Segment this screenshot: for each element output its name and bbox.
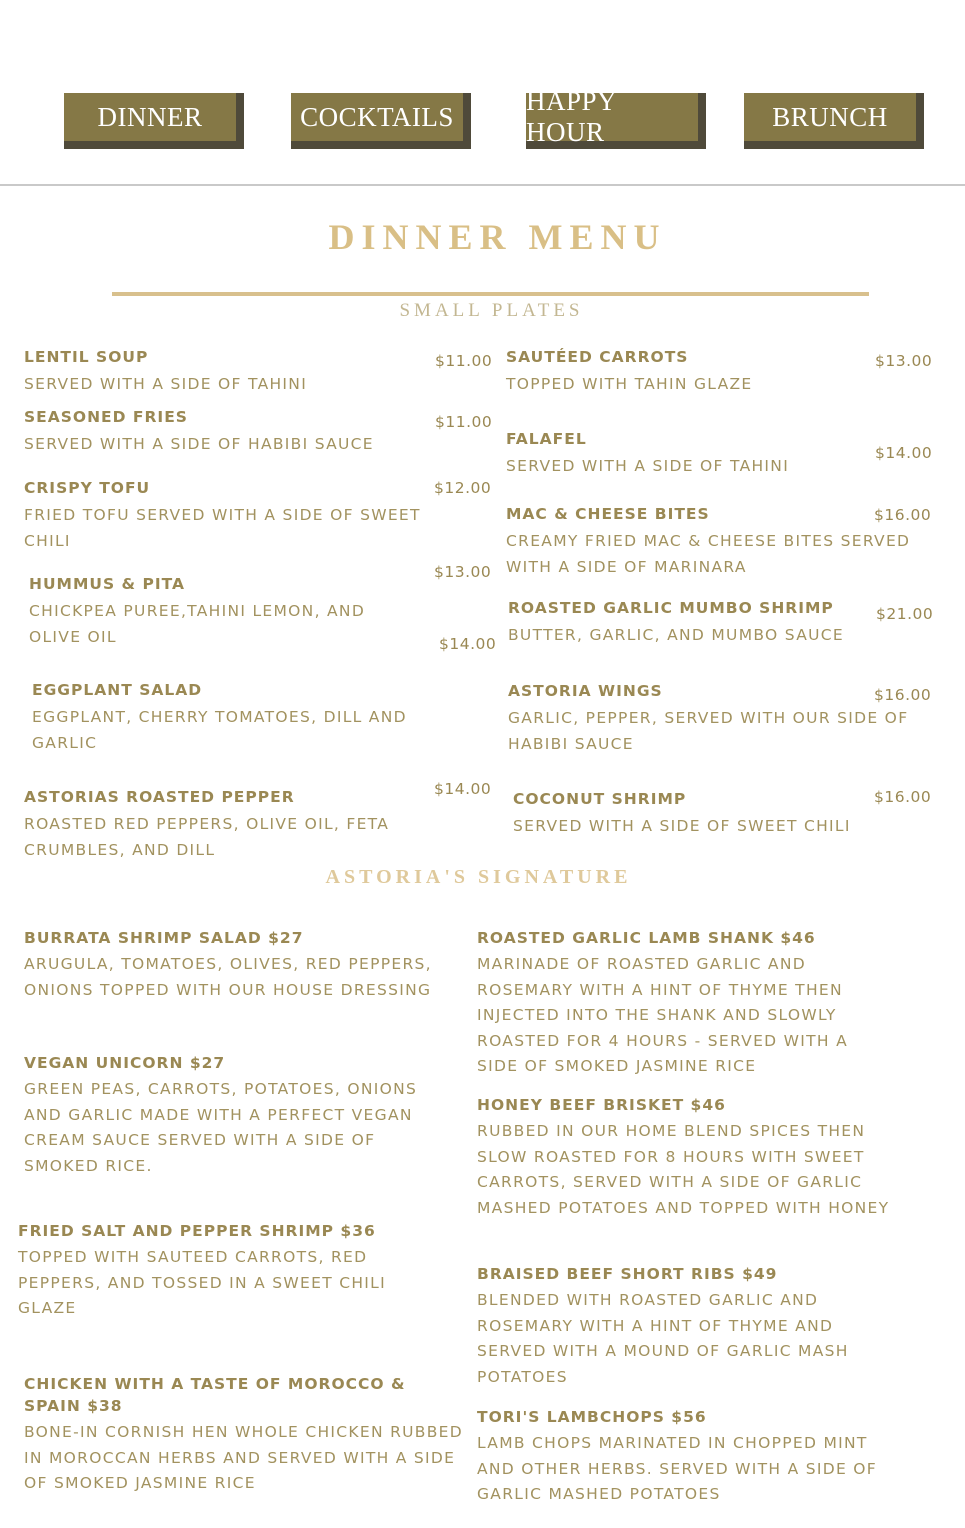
item-price: $13.00 <box>875 352 933 370</box>
tab-brunch[interactable] <box>744 93 924 149</box>
menu-item <box>506 503 936 580</box>
item-price: $21.00 <box>876 605 934 623</box>
menu-item <box>477 1094 892 1221</box>
menu-item <box>477 927 872 1080</box>
menu-item <box>24 927 459 1003</box>
item-name: CRISPY TOFU <box>24 479 151 497</box>
menu-item <box>24 786 434 863</box>
item-name: ROASTED GARLIC MUMBO SHRIMP <box>508 599 834 617</box>
item-name: CHICKEN WITH A TASTE OF MOROCCO & SPAIN $38 <box>24 1375 406 1415</box>
item-description: LAMB CHOPS MARINATED IN CHOPPED MINT AND OTHER HERBS. SERVED WITH A SIDE OF GARLIC MASHED POTATOES <box>477 1434 878 1504</box>
section-title-signature: ASTORIA'S SIGNATURE <box>325 866 632 888</box>
menu-item <box>24 406 434 458</box>
menu-item <box>477 1406 897 1508</box>
item-description: TOPPED WITH SAUTEED CARROTS, RED PEPPERS, AND TOSSED IN A SWEET CHILI GLAZE <box>18 1248 386 1318</box>
item-name: ASTORIAS ROASTED PEPPER <box>24 788 295 806</box>
item-price: $14.00 <box>434 780 492 798</box>
item-description: BLENDED WITH ROASTED GARLIC AND ROSEMARY WITH A HINT OF THYME AND SERVED WITH A MOUND OF GARLIC MASH POTATOES <box>477 1291 849 1386</box>
tab-brunch-label[interactable]: BRUNCH <box>744 93 916 141</box>
header-divider <box>0 184 965 186</box>
item-price: $16.00 <box>874 686 932 704</box>
item-name: COCONUT SHRIMP <box>513 790 687 808</box>
tab-happy-hour[interactable] <box>526 86 706 149</box>
tab-cocktails-label[interactable]: COCKTAILS <box>291 93 463 141</box>
item-description: FRIED TOFU SERVED WITH A SIDE OF SWEET CHILI <box>24 506 421 550</box>
item-name: SAUTÉED CARROTS <box>506 348 689 366</box>
item-name: LENTIL SOUP <box>24 348 149 366</box>
item-price: $16.00 <box>874 506 932 524</box>
item-description: SERVED WITH A SIDE OF HABIBI SAUCE <box>24 435 374 453</box>
menu-item <box>18 1220 418 1322</box>
tab-cocktails[interactable] <box>291 93 471 149</box>
item-price: $13.00 <box>434 563 492 581</box>
item-name: BRAISED BEEF SHORT RIBS $49 <box>477 1265 778 1283</box>
menu-item <box>506 346 866 398</box>
menu-item <box>508 597 873 649</box>
item-description: ARUGULA, TOMATOES, OLIVES, RED PEPPERS, ONIONS TOPPED WITH OUR HOUSE DRESSING <box>24 955 432 999</box>
menu-item <box>513 788 873 840</box>
item-description: SERVED WITH A SIDE OF SWEET CHILI <box>513 817 851 835</box>
menu-item <box>24 1052 444 1179</box>
item-description: CREAMY FRIED MAC & CHEESE BITES SERVED WITH A SIDE OF MARINARA <box>506 532 911 576</box>
item-description: SERVED WITH A SIDE OF TAHINI <box>506 457 790 475</box>
item-price: $12.00 <box>434 479 492 497</box>
menu-item <box>24 1373 464 1497</box>
item-name: HUMMUS & PITA <box>29 575 185 593</box>
item-description: GREEN PEAS, CARROTS, POTATOES, ONIONS AND GARLIC MADE WITH A PERFECT VEGAN CREAM SAUCE SERVED WITH A SIDE OF SMOKED RICE. <box>24 1080 418 1175</box>
item-description: GARLIC, PEPPER, SERVED WITH OUR SIDE OF HABIBI SAUCE <box>508 709 909 753</box>
item-price: $14.00 <box>875 444 933 462</box>
item-name: FALAFEL <box>506 430 587 448</box>
item-description: CHICKPEA PUREE,TAHINI LEMON, AND OLIVE OIL <box>29 602 366 646</box>
tab-dinner[interactable] <box>64 93 244 149</box>
item-description: TOPPED WITH TAHIN GLAZE <box>506 375 753 393</box>
item-description: BUTTER, GARLIC, AND MUMBO SAUCE <box>508 626 844 644</box>
tab-happy-hour-label[interactable]: HAPPY HOUR <box>526 93 698 141</box>
item-price: $16.00 <box>874 788 932 806</box>
item-name: TORI'S LAMBCHOPS $56 <box>477 1408 707 1426</box>
item-description: BONE-IN CORNISH HEN WHOLE CHICKEN RUBBED IN MOROCCAN HERBS AND SERVED WITH A SIDE OF SMOKED JASMINE RICE <box>24 1423 463 1493</box>
menu-item <box>477 1263 877 1390</box>
item-name: SEASONED FRIES <box>24 408 188 426</box>
title-divider <box>112 292 869 296</box>
menu-item <box>29 573 414 650</box>
item-name: BURRATA SHRIMP SALAD $27 <box>24 929 304 947</box>
item-name: ASTORIA WINGS <box>508 682 663 700</box>
item-price: $11.00 <box>435 413 493 431</box>
item-description: ROASTED RED PEPPERS, OLIVE OIL, FETA CRUMBLES, AND DILL <box>24 815 390 859</box>
item-description: SERVED WITH A SIDE OF TAHINI <box>24 375 308 393</box>
item-description: MARINADE OF ROASTED GARLIC AND ROSEMARY WITH A HINT OF THYME THEN INJECTED INTO THE SHANK AND SLOWLY ROASTED FOR 4 HOURS - SERVED WITH A SIDE OF SMOKED JASMINE RICE <box>477 955 848 1076</box>
menu-item <box>24 477 444 554</box>
tab-dinner-label[interactable]: DINNER <box>64 93 236 141</box>
menu-item <box>32 679 442 756</box>
section-title-small-plates: SMALL PLATES <box>399 300 584 321</box>
menu-item <box>24 346 434 398</box>
item-price: $14.00 <box>439 635 497 653</box>
item-name: ROASTED GARLIC LAMB SHANK $46 <box>477 929 816 947</box>
page-title: DINNER MENU <box>328 217 667 257</box>
item-description: RUBBED IN OUR HOME BLEND SPICES THEN SLOW ROASTED FOR 8 HOURS WITH SWEET CARROTS, SERVED WITH A SIDE OF GARLIC MASHED POTATOES AND TOPPED WITH HONEY <box>477 1122 890 1217</box>
menu-item <box>506 428 866 480</box>
item-name: FRIED SALT AND PEPPER SHRIMP $36 <box>18 1222 376 1240</box>
item-name: VEGAN UNICORN $27 <box>24 1054 226 1072</box>
item-name: EGGPLANT SALAD <box>32 681 203 699</box>
item-name: MAC & CHEESE BITES <box>506 505 710 523</box>
item-price: $11.00 <box>435 352 493 370</box>
item-name: HONEY BEEF BRISKET $46 <box>477 1096 726 1114</box>
item-description: EGGPLANT, CHERRY TOMATOES, DILL AND GARLIC <box>32 708 407 752</box>
